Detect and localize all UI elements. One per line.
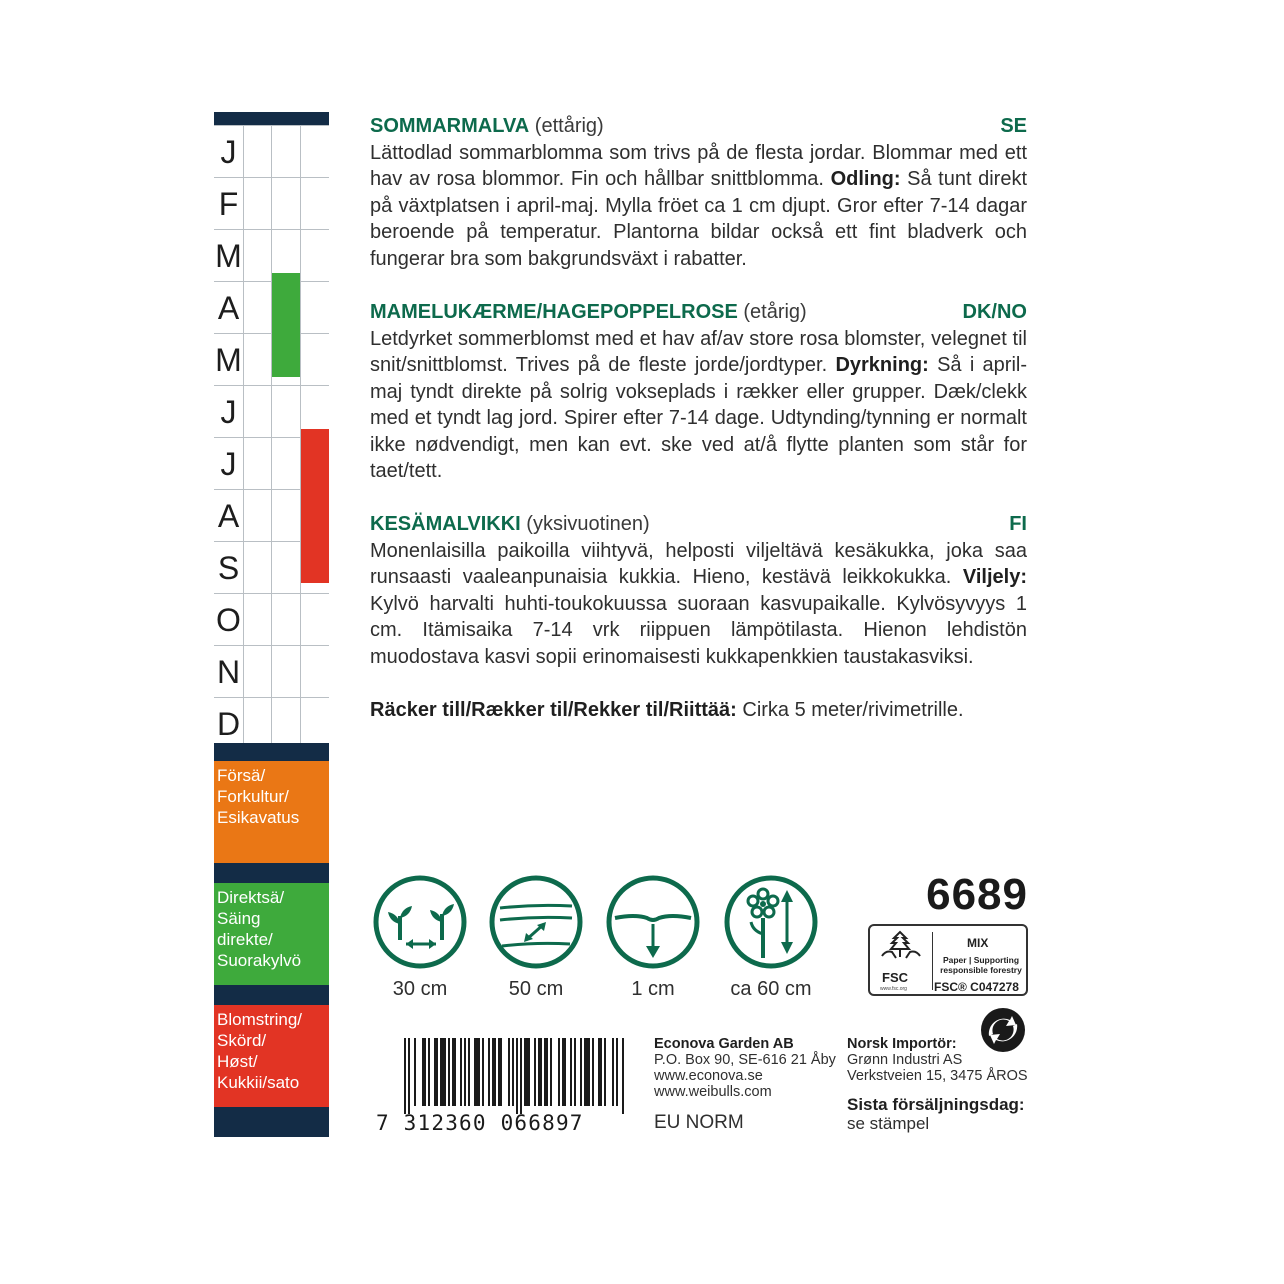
legend-text: Direktsä/ xyxy=(217,888,285,907)
fsc-claim: Paper | Supporting responsible forestry xyxy=(940,955,1022,975)
section-heading xyxy=(370,511,1027,538)
barcode-bar xyxy=(474,1038,480,1106)
legend-bloom xyxy=(214,1005,329,1107)
recycle-icon xyxy=(979,1006,1027,1054)
legend-text: Esikavatus xyxy=(217,808,300,827)
barcode-digits: 7 312360 066897 xyxy=(376,1111,584,1135)
legend-text: Forkultur/ xyxy=(217,787,289,806)
month-letter: F xyxy=(218,186,239,222)
icon-label: 1 cm xyxy=(631,978,675,1000)
plant-spacing-icon xyxy=(372,874,468,970)
icon-label: ca 60 cm xyxy=(730,978,812,1000)
body-keyword: Viljely: xyxy=(962,566,1027,589)
importer-name: Grønn Industri AS xyxy=(847,1052,963,1068)
month-letter: N xyxy=(216,654,241,690)
legend-text: Suorakylvö xyxy=(217,951,302,970)
calendar-band xyxy=(214,1107,329,1137)
section-body xyxy=(370,326,1027,484)
language-code: SE xyxy=(1000,115,1027,137)
calendar-band xyxy=(214,863,329,883)
section-title: SOMMARMALVA xyxy=(370,115,530,137)
section-subtitle: (yksivuotinen) xyxy=(520,513,650,535)
language-code: DK/NO xyxy=(962,301,1027,323)
barcode-bar xyxy=(524,1038,530,1106)
month-letter: O xyxy=(216,602,241,638)
last-sale-value: se stämpel xyxy=(847,1114,930,1133)
calendar-top-bar xyxy=(214,112,329,125)
barcode-bar xyxy=(604,1038,606,1106)
company-website: www.econova.se xyxy=(654,1068,763,1084)
section-fi xyxy=(370,511,1027,670)
legend-text: Försä/ xyxy=(217,766,266,785)
section-heading xyxy=(370,113,1027,140)
legend-text: Kukkii/sato xyxy=(217,1073,300,1092)
body-text: Monenlaisilla paikoilla viihtyvä, helposti viljeltävä kesäkukka, joka saa runsaasti vaaleanpunaisia kukkia. Hieno, kestävä leikkokukka. xyxy=(370,540,1027,589)
fsc-site: www.fsc.org xyxy=(880,986,907,992)
month-letter: J xyxy=(220,446,237,482)
body-text: Letdyrket sommerblomst med et hav af/av store rosa blomster, velegnet til snit/snittblomst. Trives på de fleste jorde/jordtyper. xyxy=(370,328,1027,377)
section-subtitle: (ettårig) xyxy=(529,115,604,137)
barcode-bar xyxy=(516,1038,518,1114)
company-website: www.weibulls.com xyxy=(654,1084,772,1100)
barcode-bar xyxy=(508,1038,510,1106)
yield-value: Cirka 5 meter/rivimetrille. xyxy=(736,699,964,721)
barcode-bar xyxy=(584,1038,590,1106)
legend-text: Blomstring/ xyxy=(217,1010,303,1029)
month-letter: J xyxy=(220,134,237,170)
legend-sow-direct xyxy=(214,883,329,985)
icon-label: 50 cm xyxy=(508,978,564,1000)
importer-address: Verkstveien 15, 3475 ÅROS xyxy=(847,1068,1028,1084)
barcode-bar xyxy=(408,1038,410,1114)
eu-norm: EU NORM xyxy=(654,1112,744,1133)
section-body xyxy=(370,140,1027,272)
plant-height xyxy=(721,874,821,1001)
month-letter: A xyxy=(217,498,240,534)
barcode-bar xyxy=(404,1038,406,1114)
plant-height-icon xyxy=(723,874,819,970)
yield-line xyxy=(370,697,964,723)
bloom-bar xyxy=(301,429,329,583)
calendar-band xyxy=(214,743,329,761)
sowing-depth xyxy=(603,874,703,1001)
last-sale-info xyxy=(847,1095,1025,1133)
barcode-bar xyxy=(558,1038,560,1106)
body-keyword: Odling: xyxy=(830,168,901,191)
section-dk-no xyxy=(370,299,1027,484)
barcode-bar xyxy=(452,1038,456,1106)
body-text: Kylvö harvalti huhti-toukokuussa suoraan kasvupaikalle. Kylvösyvyys 1 cm. Itämisaika 7-14 vrk riippuen lämpötilasta. Hienon lehdistön muodostava kasvi sopii erinomaisesti kukkapenkkien taustakasviksi. xyxy=(370,592,1027,668)
fsc-label xyxy=(868,924,1028,996)
row-spacing-icon xyxy=(488,874,584,970)
barcode-bar xyxy=(422,1038,426,1106)
body-keyword: Dyrkning: xyxy=(835,354,929,377)
fsc-divider xyxy=(932,932,933,990)
sowing-depth-icon xyxy=(605,874,701,970)
barcode-bar xyxy=(498,1038,502,1106)
section-heading xyxy=(370,299,1027,326)
barcode-bar xyxy=(592,1038,594,1106)
company-name: Econova Garden AB xyxy=(654,1036,794,1052)
barcode-bar xyxy=(434,1038,438,1106)
yield-label: Räcker till/Rækker til/Rekker til/Riittää: xyxy=(370,699,737,721)
barcode-bar xyxy=(570,1038,572,1106)
barcode xyxy=(376,1038,626,1133)
barcode-bar xyxy=(468,1038,470,1106)
barcode-bar xyxy=(612,1038,614,1106)
article-number: 6689 xyxy=(926,870,1028,919)
fsc-license: FSC® C047278 xyxy=(934,980,1019,994)
plant-spacing xyxy=(370,874,470,1001)
calendar-band xyxy=(214,985,329,1005)
section-se xyxy=(370,113,1027,272)
fsc-logo-text: FSC xyxy=(882,970,908,985)
barcode-bar xyxy=(414,1038,416,1106)
barcode-bar xyxy=(544,1038,548,1106)
barcode-bar xyxy=(448,1038,450,1106)
fsc-mix: MIX xyxy=(967,936,989,950)
barcode-bar xyxy=(488,1038,490,1106)
body-text: Lättodlad sommarblomma som trivs på de flesta jordar. Blommar med ett hav av rosa blommor. Fin och hållbar snittblomma. xyxy=(370,142,1027,191)
section-body xyxy=(370,538,1027,670)
barcode-bars xyxy=(376,1038,626,1114)
company-address: P.O. Box 90, SE-616 21 Åby xyxy=(654,1052,836,1068)
barcode-bar xyxy=(538,1038,542,1106)
barcode-bar xyxy=(534,1038,536,1106)
legend-text: Høst/ xyxy=(217,1052,258,1071)
legend-text: Skörd/ xyxy=(217,1031,267,1050)
month-letter: A xyxy=(217,290,240,326)
month-letter: M xyxy=(215,238,242,274)
barcode-bar xyxy=(428,1038,430,1106)
section-title: KESÄMALVIKKI xyxy=(370,513,521,535)
barcode-bar xyxy=(440,1038,446,1106)
last-sale-label: Sista försäljningsdag: xyxy=(847,1095,1025,1114)
barcode-bar xyxy=(574,1038,576,1106)
barcode-bar xyxy=(520,1038,522,1114)
barcode-bar xyxy=(550,1038,552,1106)
body-text: Så i april-maj tyndt direkte på solrig vokseplads i rækker eller grupper. Dæk/clekk med et tyndt lag jord. Spirer efter 7-14 dage. Udtynding/tynning er normalt ikke nødvendigt, men kan evt. ske ved at/å flytte planten som står for taet/tett. xyxy=(370,354,1028,483)
legend-sow-indoors xyxy=(214,761,329,863)
month-letter: S xyxy=(217,550,240,586)
barcode-bar xyxy=(492,1038,496,1106)
sowing-calendar xyxy=(214,112,329,1137)
legend-text: Säing xyxy=(217,909,261,928)
barcode-bar xyxy=(464,1038,466,1106)
month-letter: M xyxy=(215,342,242,378)
barcode-bar xyxy=(562,1038,566,1106)
legend-text: direkte/ xyxy=(217,930,273,949)
company-info xyxy=(654,1036,836,1100)
row-spacing xyxy=(486,874,586,1001)
section-subtitle: (etårig) xyxy=(737,301,807,323)
barcode-bar xyxy=(512,1038,514,1106)
importer-label: Norsk Importör: xyxy=(847,1036,957,1052)
barcode-bar xyxy=(460,1038,462,1106)
month-letter: J xyxy=(220,394,237,430)
direct-sow-bar xyxy=(272,273,300,377)
barcode-bar xyxy=(482,1038,484,1106)
language-code: FI xyxy=(1009,513,1027,535)
barcode-bar xyxy=(598,1038,602,1106)
barcode-bar xyxy=(580,1038,582,1106)
body-text: Så tunt direkt på växtplatsen i april-maj. Mylla fröet ca 1 cm djupt. Gror efter 7-14 dagar beroende på temperatur. Plantorna bildar också ett fint bladverk och fungerar bra som bakgrundsväxt i rabatter. xyxy=(370,168,1027,270)
barcode-bar xyxy=(622,1038,624,1114)
section-title: MAMELUKÆRME/HAGEPOPPELROSE xyxy=(370,301,738,323)
barcode-bar xyxy=(616,1038,618,1106)
month-letter: D xyxy=(216,706,241,742)
icon-label: 30 cm xyxy=(392,978,448,1000)
